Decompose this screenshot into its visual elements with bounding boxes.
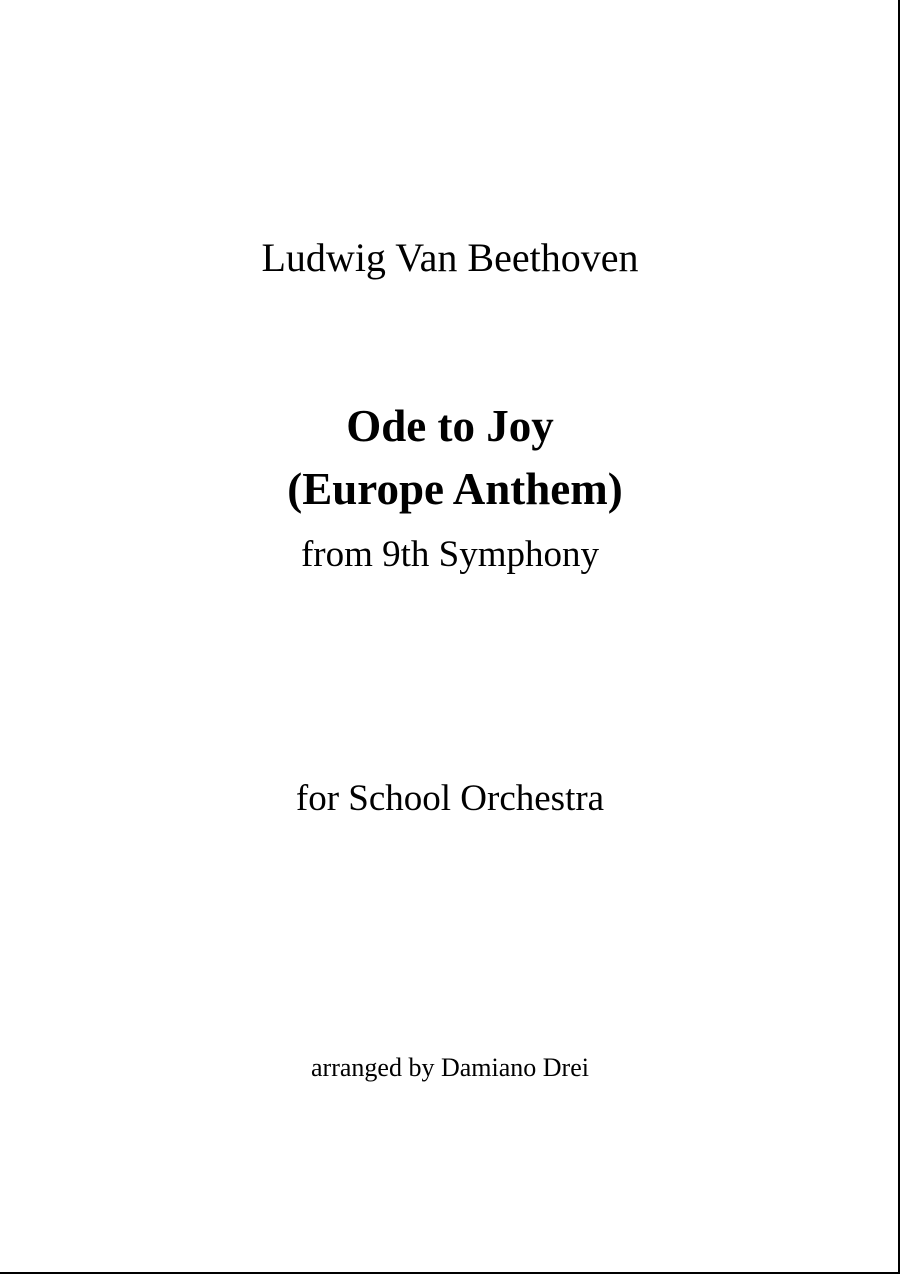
source-work: from 9th Symphony xyxy=(300,534,600,575)
piece-subtitle: (Europe Anthem) xyxy=(287,464,623,514)
ensemble-label: for School Orchestra xyxy=(295,778,605,819)
composer-name: Ludwig Van Beethoven xyxy=(261,235,639,280)
piece-title: Ode to Joy xyxy=(346,401,554,451)
arranger-credit: arranged by Damiano Drei xyxy=(311,1053,589,1082)
